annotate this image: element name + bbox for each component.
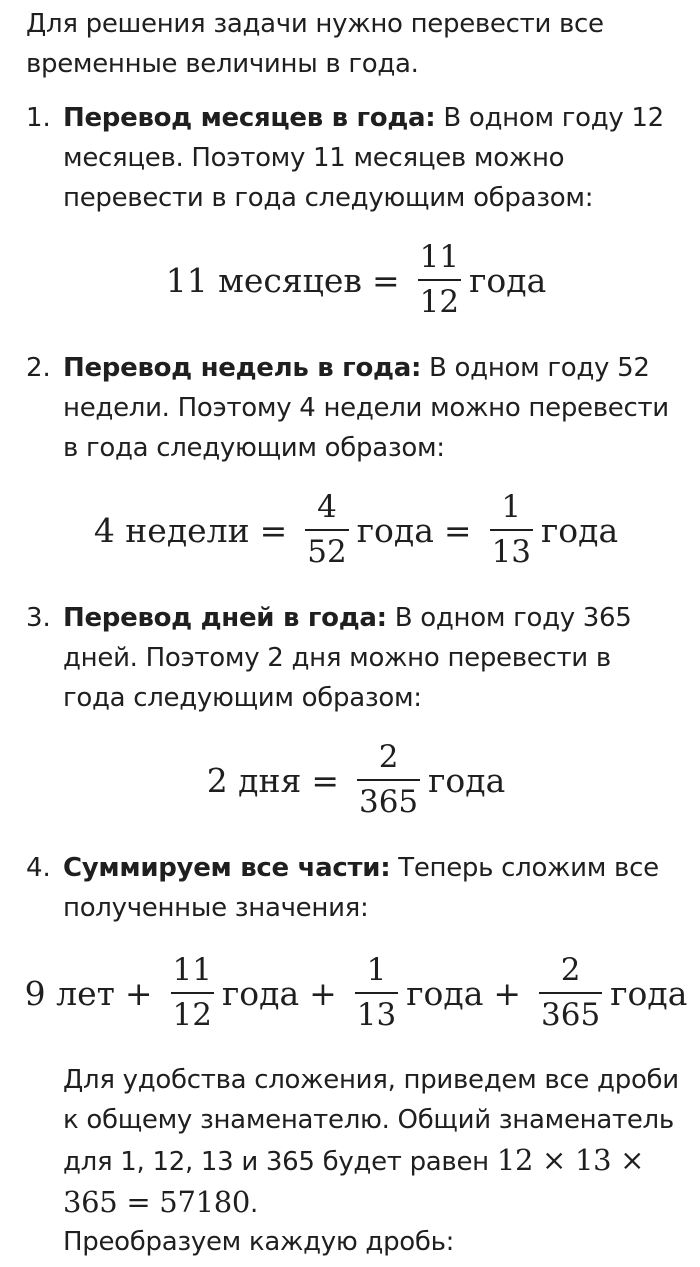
denominator: 13: [356, 997, 397, 1033]
formula-days: [26, 739, 686, 820]
numerator: 2: [378, 739, 399, 775]
formula-unit: года: [221, 973, 300, 1013]
plus-sign: +: [493, 973, 522, 1013]
item-body: Теперь сложим все полученные значения:: [63, 853, 659, 923]
numerator: 11: [172, 952, 212, 988]
item-body: В одном году 12 месяцев. Поэтому 11 месяцев можно перевести в года следующим образом:: [63, 103, 664, 213]
fraction: [305, 489, 348, 570]
formula-lhs: 11 месяцев: [165, 260, 363, 300]
denominator: 13: [491, 534, 532, 570]
numerator: 1: [366, 952, 387, 988]
fraction: [357, 739, 420, 820]
formula-term: 9 лет: [24, 973, 115, 1013]
denominator: 12: [419, 284, 460, 320]
item-number: 3.: [26, 603, 51, 633]
formula-lhs: 4 недели: [93, 510, 250, 550]
plus-sign: +: [124, 973, 153, 1013]
numerator: 4: [317, 489, 337, 525]
inline-math: 12 × 13 ×: [496, 1143, 645, 1177]
fraction: [418, 239, 461, 320]
item-title: Перевод дней в года:: [63, 603, 387, 633]
formula-weeks: [26, 489, 686, 570]
denominator: 12: [172, 997, 212, 1033]
formula-unit: года: [406, 973, 484, 1013]
numerator: 11: [419, 239, 460, 275]
item-text: [63, 598, 678, 718]
item-number: 2.: [26, 353, 51, 383]
equals-sign: =: [259, 510, 288, 550]
formula-months: [26, 239, 686, 320]
intro-text: Для решения задачи нужно перевести все временные величины в года.: [26, 9, 604, 79]
equals-sign: =: [311, 760, 339, 800]
item-text: [63, 98, 678, 218]
fraction: [171, 952, 214, 1033]
item-number: 4.: [26, 853, 51, 883]
inline-math: 365 = 57180: [63, 1185, 251, 1219]
formula-unit: года: [356, 510, 434, 550]
paragraph-dot: .: [250, 1189, 259, 1219]
denominator: 365: [541, 997, 601, 1033]
fraction: [355, 952, 398, 1033]
item-title: Перевод месяцев в года:: [63, 103, 436, 133]
numerator: 1: [501, 489, 522, 525]
formula-unit: года: [610, 973, 688, 1013]
paragraph-text: Для удобства сложения, приведем все дроби к общему знаменателю. Общий знаменатель для 1, 12, 13 и 365 будет равен: [63, 1065, 679, 1177]
fraction: [490, 489, 533, 570]
fraction: [539, 952, 602, 1033]
equals-sign: =: [443, 510, 472, 550]
formula-lhs: 2 дня: [206, 760, 302, 800]
item-title: Перевод недель в года:: [63, 353, 422, 383]
item-text: [63, 848, 678, 928]
formula-unit: года: [541, 510, 619, 550]
common-denominator-paragraph: [63, 1060, 683, 1224]
formula-unit: года: [469, 260, 547, 300]
denominator: 365: [358, 784, 419, 820]
item-body: В одном году 52 недели. Поэтому 4 недели можно перевести в года следующим образом:: [63, 353, 669, 463]
item-number: 1.: [26, 103, 51, 133]
item-body: В одном году 365 дней. Поэтому 2 дня можно перевести в года следующим образом:: [63, 603, 632, 713]
item-title: Суммируем все части:: [63, 853, 391, 883]
formula-sum: [24, 952, 688, 1033]
denominator: 52: [307, 534, 347, 570]
transform-paragraph: Преобразуем каждую дробь:: [63, 1227, 455, 1257]
item-text: [63, 348, 678, 468]
plus-sign: +: [309, 973, 337, 1013]
numerator: 2: [560, 952, 581, 988]
equals-sign: =: [372, 260, 400, 300]
formula-unit: года: [428, 760, 506, 800]
